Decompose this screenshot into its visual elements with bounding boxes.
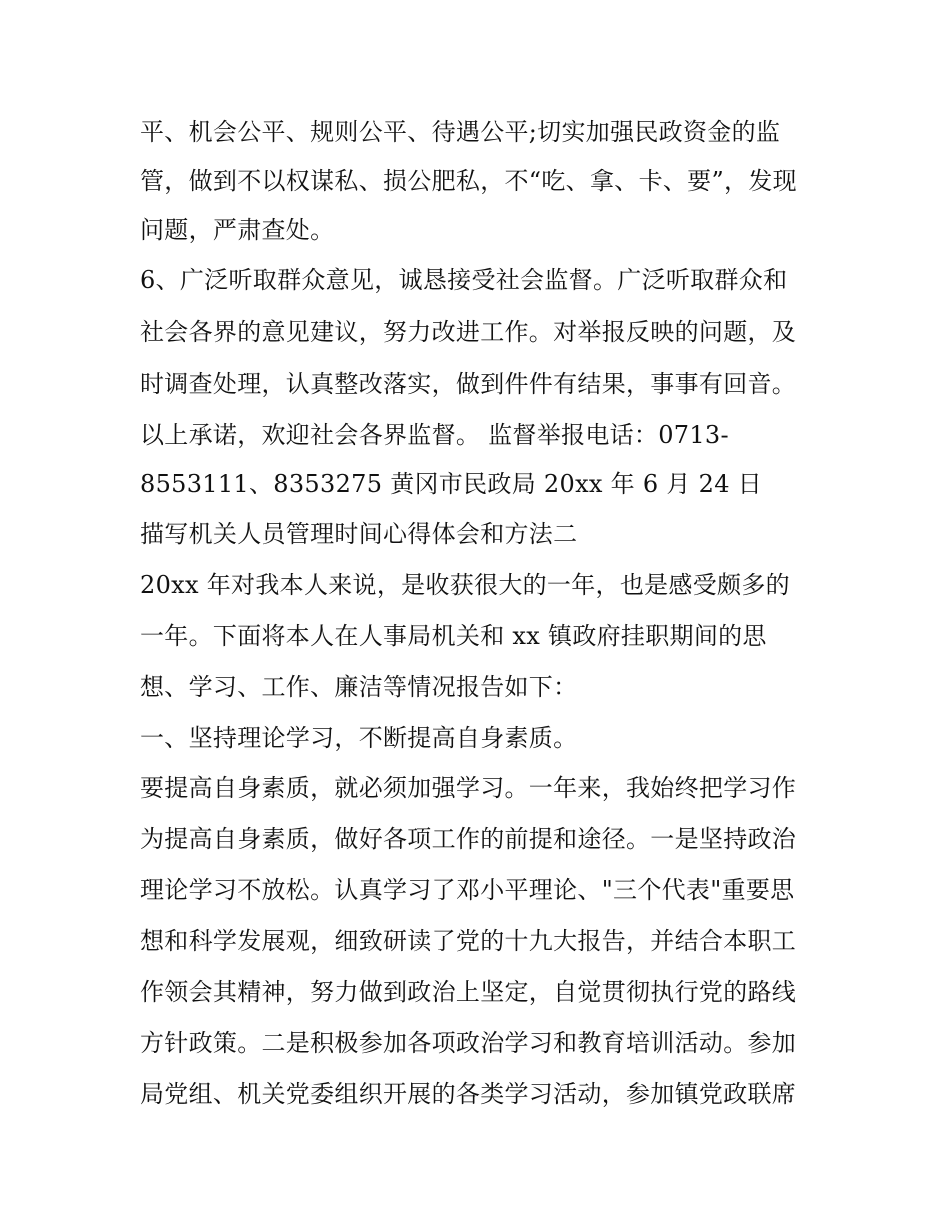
text-line: 6、广泛听取群众意见，诚恳接受社会监督。广泛听取群众和: [140, 266, 788, 294]
text-line: 20xx 年对我本人来说，是收获很大的一年，也是感受颇多的: [140, 571, 790, 599]
text-line: 一、坚持理论学习，不断提高自身素质。: [140, 724, 578, 752]
text-line: 想和科学发展观，细致研读了党的十九大报告，并结合本职工: [140, 927, 797, 955]
text-line: 社会各界的意见建议，努力改进工作。对举报反映的问题，及: [140, 318, 797, 346]
text-line: 想、学习、工作、廉洁等情况报告如下：: [140, 673, 578, 701]
text-line: 局党组、机关党委组织开展的各类学习活动，参加镇党政联席: [140, 1080, 797, 1108]
text-line: 理论学习不放松。认真学习了邓小平理论、"三个代表"重要思: [140, 876, 795, 904]
text-line: 8553111、8353275 黄冈市民政局 20xx 年 6 月 24 日: [140, 470, 762, 498]
text-line: 要提高自身素质，就必须加强学习。一年来，我始终把学习作: [140, 774, 797, 802]
text-line: 平、机会公平、规则公平、待遇公平;切实加强民政资金的监: [140, 118, 781, 146]
text-line: 方针政策。二是积极参加各项政治学习和教育培训活动。参加: [140, 1029, 797, 1057]
text-line: 描写机关人员管理时间心得体会和方法二: [140, 520, 578, 548]
text-line: 时调查处理，认真整改落实，做到件件有结果，事事有回音。: [140, 370, 797, 398]
text-line: 作领会其精神，努力做到政治上坚定，自觉贯彻执行党的路线: [140, 978, 797, 1006]
text-line: 为提高自身素质，做好各项工作的前提和途径。一是坚持政治: [140, 825, 797, 853]
text-line: 管，做到不以权谋私、损公肥私，不“吃、拿、卡、要”，发现: [140, 167, 797, 195]
text-line: 问题，严肃查处。: [140, 216, 335, 244]
text-line: 一年。下面将本人在人事局机关和 xx 镇政府挂职期间的思: [140, 622, 767, 650]
text-line: 以上承诺，欢迎社会各界监督。 监督举报电话：0713-: [140, 421, 729, 449]
